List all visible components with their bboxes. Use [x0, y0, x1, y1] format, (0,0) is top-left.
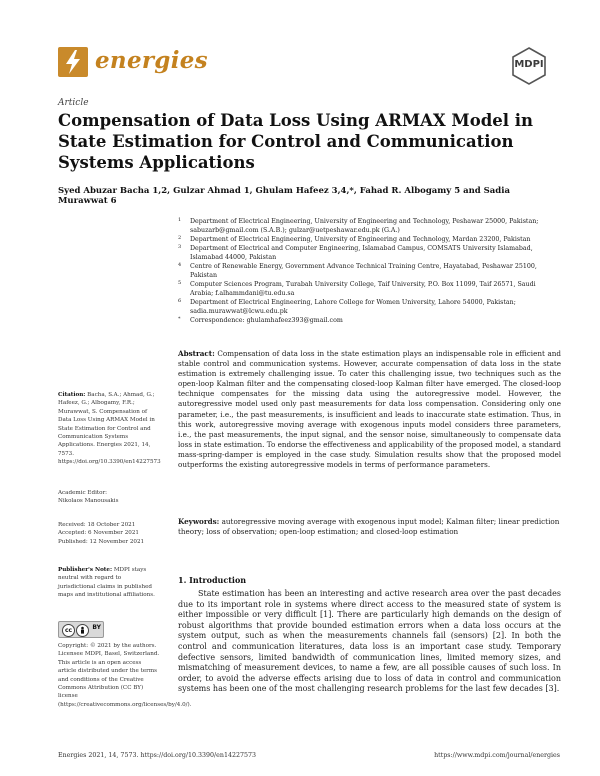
- affiliations: [178, 217, 558, 325]
- editor-name: Nikolaos Manousakis: [58, 498, 119, 505]
- affiliation-item: [178, 298, 558, 316]
- accepted-date: Accepted: 6 November 2021: [58, 530, 139, 537]
- mdpi-logo[interactable]: [510, 46, 548, 86]
- affiliation-text: Department of Electrical Engineering, University of Engineering and Technology, Mardan 23200, Pakistan: [190, 236, 531, 243]
- journal-logo-icon: [58, 47, 88, 77]
- abstract: [178, 349, 561, 470]
- keywords-label: Keywords:: [178, 517, 220, 526]
- cc-icon: cc: [62, 624, 75, 637]
- affiliation-item: [178, 235, 558, 244]
- affiliation-item: [178, 280, 558, 298]
- affiliation-number: 5: [178, 280, 182, 286]
- publisher-note-text: MDPI stays neutral with regard to jurisdictional claims in published maps and institutional affiliations.: [58, 567, 155, 599]
- received-date: Received: 18 October 2021: [58, 522, 136, 528]
- copyright: [58, 642, 192, 709]
- license-type: BY: [92, 624, 101, 631]
- affiliation-text: Department of Electrical Engineering, University of Engineering and Technology, Peshawar 25000, Pakistan; sabuzarb@gmail.com (S.A.B.); gulzar@uetpeshawar.edu.pk (G.A.): [190, 218, 539, 234]
- footer-journal-link[interactable]: https://www.mdpi.com/journal/energies: [434, 752, 560, 759]
- publisher-note: [58, 566, 160, 600]
- affiliation-number: 6: [178, 298, 182, 304]
- affiliation-number: 3: [178, 244, 182, 250]
- keywords: [178, 517, 561, 537]
- abstract-text: Compensation of data loss in the state estimation plays an indispensable role in efficient and stable control and communication systems. However, accurate compensation of data loss in the state estimation is extremely challenging issue. To cater this challenging issue, two techniques such as the open-loop Kalman filter and the compensating closed-loop Kalman filter have emerged. The closed-loop technique compensates for the missing data using the autoregressive model. However, the autoregressive model used only past measurements for data loss compensation. Considering only one parameter, i.e., the past measurements, is insufficient and leads to inaccurate state estimation. Thus, in this work, autoregressive moving average with exogenous inputs model considers three parameters, i.e., the past measurements, the input signal, and the sensor noise, simultaneously to compensate data loss in state estimation. To endorse the effectiveness and applicability of the proposed model, a standard mass-spring-damper is employed in the case study. Simulation results show that the proposed model outperforms the existing autoregressive models in terms of performance parameters.: [178, 349, 562, 470]
- affiliation-text: Department of Electrical and Computer Engineering, Islamabad Campus, COMSATS University Islamabad, Islamabad 44000, Pakistan: [190, 245, 533, 261]
- intro-paragraph: State estimation has been an interesting and active research area over the past decades due to its important role in systems where direct access to the measured state of system is either impossible or very difficult [1]. There are particularly high demands on the design of robust algorithms that provide bounded estimation errors when a data loss occurs at the system output, such as when the measurements channels fail (sensors) [2]. In both the control and communication literatures, data loss is an important case study. Temporary defective sensors, limited bandwidth of communication lines, limited memory sizes, and mismatching of measurement devices, to name a few, are all possible causes of such loss. In order, to avoid the adverse effects arising due to loss of data in control and communication systems has been one of the most challenging research problems for the last few decades [3].: [178, 589, 561, 694]
- dates: [58, 521, 160, 546]
- citation-text: Bacha, S.A.; Ahmad, G.; Hafeez, G.; Albogamy, F.R.; Murawwat, S. Compensation of Data Loss Using ARMAX Model in State Estimation for Control and Communication Systems Applications. Energies 2021, 14, 7573. https://doi.org/10.3390/en14227573: [58, 392, 161, 466]
- affiliation-number: *: [178, 316, 181, 322]
- copyright-text: Copyright: © 2021 by the authors. Licensee MDPI, Basel, Switzerland. This article is an open access article distributed under the terms and conditions of the Creative Commons Attribution (CC BY) license (https://creativecommons.org/licenses/by/4.0/).: [58, 643, 192, 708]
- keywords-text: autoregressive moving average with exogenous input model; Kalman filter; linear prediction theory; loss of observation; open-loop estimation; and closed-loop estimation: [178, 517, 560, 537]
- affiliation-text: Department of Electrical Engineering, Lahore College for Women University, Lahore 54000, Pakistan; sadia.murawwat@lcwu.edu.pk: [190, 299, 516, 315]
- affiliation-text: Centre of Renewable Energy, Government Advance Technical Training Centre, Hayatabad, Peshawar 25100, Pakistan: [190, 263, 537, 279]
- affiliation-text: Computer Sciences Program, Turabah University College, Taif University, P.O. Box 11099, Taif 26571, Saudi Arabia; f.alhammdani@tu.edu.sa: [190, 281, 536, 297]
- affiliation-item: [178, 244, 558, 262]
- abstract-label: Abstract:: [178, 349, 215, 358]
- by-person-icon: [76, 624, 89, 637]
- footer-citation[interactable]: Energies 2021, 14, 7573. https://doi.org/10.3390/en14227573: [58, 752, 256, 759]
- article-title: Compensation of Data Loss Using ARMAX Model in State Estimation for Control and Communication Systems Applications: [58, 111, 534, 172]
- publisher-note-label: Publisher's Note:: [58, 567, 113, 573]
- affiliation-number: 1: [178, 217, 182, 223]
- citation-label: Citation:: [58, 392, 86, 398]
- published-date: Published: 12 November 2021: [58, 538, 145, 545]
- section-heading: 1. Introduction: [178, 575, 247, 585]
- cc-license-badge[interactable]: [58, 621, 104, 638]
- affiliation-item: [178, 217, 558, 235]
- citation-block: [58, 391, 160, 467]
- journal-name: energies: [95, 47, 208, 74]
- affiliation-number: 2: [178, 235, 182, 241]
- article-type: Article: [58, 98, 89, 108]
- author-list: Syed Abuzar Bacha 1,2, Gulzar Ahmad 1, Ghulam Hafeez 3,4,*, Fahad R. Albogamy 5 and Sadia Murawwat 6: [58, 186, 510, 206]
- editor-label: Academic Editor:: [58, 490, 108, 496]
- affiliation-item: [178, 262, 558, 280]
- affiliation-number: 4: [178, 262, 182, 268]
- mdpi-logo-text: MDPI: [514, 59, 544, 70]
- affiliation-text: Correspondence: ghulamhafeez393@gmail.com: [190, 317, 343, 324]
- academic-editor: [58, 489, 160, 506]
- correspondence: [178, 316, 558, 325]
